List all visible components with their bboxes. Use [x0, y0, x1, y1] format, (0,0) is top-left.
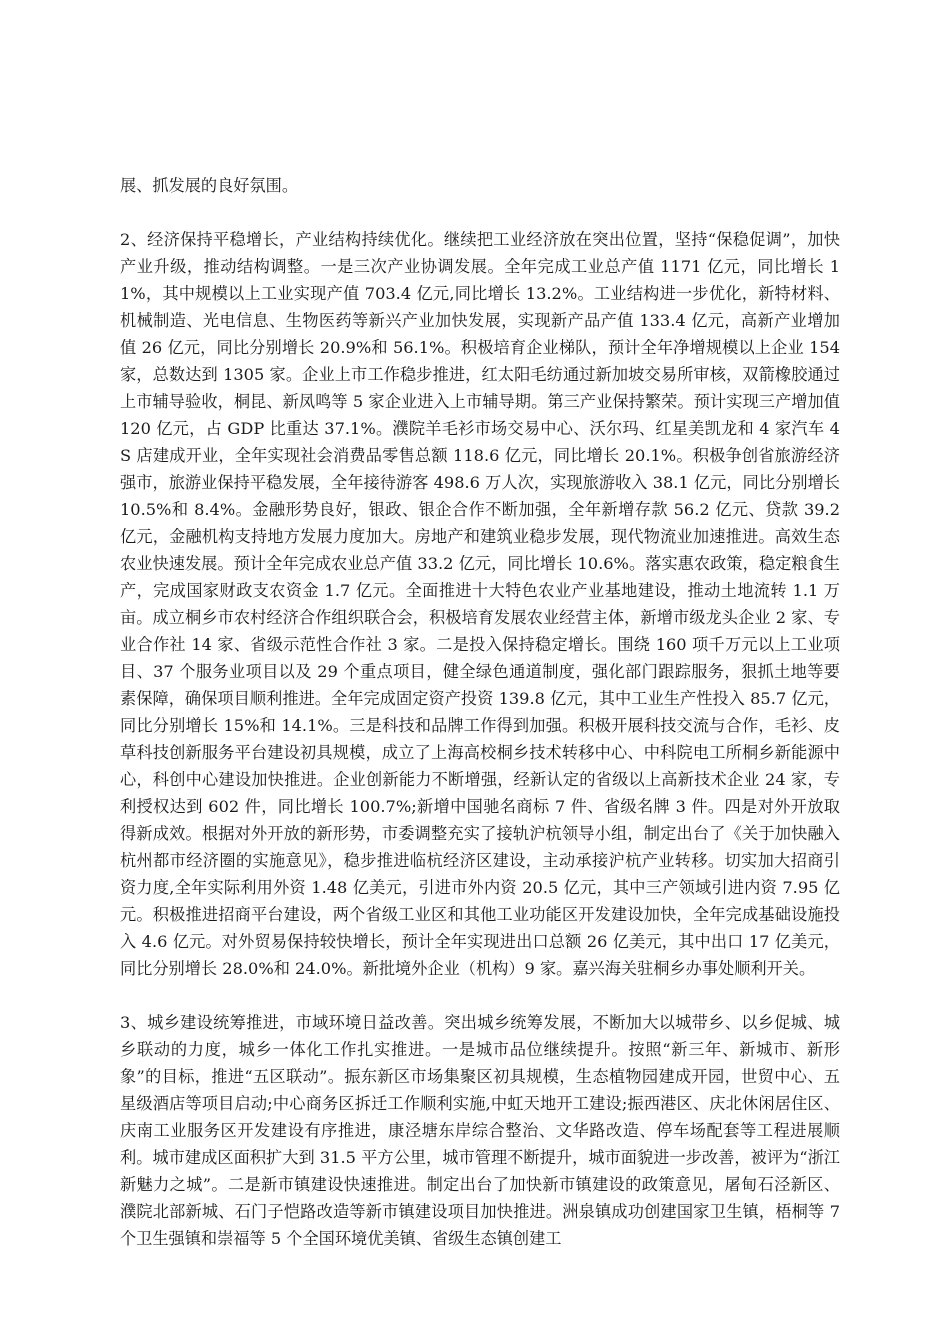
paragraph-economy: 2、经济保持平稳增长，产业结构持续优化。继续把工业经济放在突出位置，坚持“保稳促调”，加快产业升级，推动结构调整。一是三次产业协调发展。全年完成工业总产值 1171 亿元，同比增长 11%，其中规模以上工业实现产值 703.4 亿元,同比增长 13.2%。工业结构进一步优化，新特材料、机械制造、光电信息、生物医药等新兴产业加快发展，实现新产品产值 133.4 亿元，高新产业增加值 26 亿元，同比分别增长 20.9%和 56.1%。积极培育企业梯队，预计全年净增规模以上企业 154 家，总数达到 1305 家。企业上市工作稳步推进，红太阳毛纺通过新加坡交易所审核，双箭橡胶通过上市辅导验收，桐昆、新凤鸣等 5 家企业进入上市辅导期。第三产业保持繁荣。预计实现三产增加值 120 亿元，占 GDP 比重达 37.1%。濮院羊毛衫市场交易中心、沃尔玛、红星美凯龙和 4 家汽车 4S 店建成开业，全年实现社会消费品零售总额 118.6 亿元，同比增长 20.1%。积极争创省旅游经济强市，旅游业保持平稳发展，全年接待游客 498.6 万人次，实现旅游收入 38.1 亿元，同比分别增长 10.5%和 8.4%。金融形势良好，银政、银企合作不断加强，全年新增存款 56.2 亿元、贷款 39.2 亿元，金融机构支持地方发展力度加大。房地产和建筑业稳步发展，现代物流业加速推进。高效生态农业快速发展。预计全年完成农业总产值 33.2 亿元，同比增长 10.6%。落实惠农政策，稳定粮食生产，完成国家财政支农资金 1.7 亿元。全面推进十大特色农业产业基地建设，推动土地流转 1.1 万亩。成立桐乡市农村经济合作组织联合会，积极培育发展农业经营主体，新增市级龙头企业 2 家、专业合作社 14 家、省级示范性合作社 3 家。二是投入保持稳定增长。围绕 160 项千万元以上工业项目、37 个服务业项目以及 29 个重点项目，健全绿色通道制度，强化部门跟踪服务，狠抓土地等要素保障，确保项目顺利推进。全年完成固定资产投资 139.8 亿元，其中工业生产性投入 85.7 亿元，同比分别增长 15%和 14.1%。三是科技和品牌工作得到加强。积极开展科技交流与合作，毛衫、皮草科技创新服务平台建设初具规模，成立了上海高校桐乡技术转移中心、中科院电工所桐乡新能源中心，科创中心建设加快推进。企业创新能力不断增强，经新认定的省级以上高新技术企业 24 家，专利授权达到 602 件，同比增长 100.7%;新增中国驰名商标 7 件、省级名牌 3 件。四是对外开放取得新成效。根据对外开放的新形势，市委调整充实了接轨沪杭领导小组，制定出台了《关于加快融入杭州都市经济圈的实施意见》，稳步推进临杭经济区建设，主动承接沪杭产业转移。切实加大招商引资力度,全年实际利用外资 1.48 亿美元，引进市外内资 20.5 亿元，其中三产领域引进内资 7.95 亿元。积极推进招商平台建设，两个省级工业区和其他工业功能区开发建设加快，全年完成基础设施投入 4.6 亿元。对外贸易保持较快增长，预计全年实现进出口总额 26 亿美元，其中出口 17 亿美元，同比分别增长 28.0%和 24.0%。新批境外企业（机构）9 家。嘉兴海关驻桐乡办事处顺利开关。 — [120, 230, 840, 978]
paragraph-urban-rural: 3、城乡建设统筹推进，市域环境日益改善。突出城乡统筹发展，不断加大以城带乡、以乡促城、城乡联动的力度，城乡一体化工作扎实推进。一是城市品位继续提升。按照“新三年、新城市、新形象”的目标，推进“五区联动”。振东新区市场集聚区初具规模，生态植物园建成开园，世贸中心、五星级酒店等项目启动;中心商务区拆迁工作顺利实施,中虹天地开工建设;振西港区、庆北休闲居住区、庆南工业服务区开发建设有序推进，康泾塘东岸综合整治、文华路改造、停车场配套等工程进展顺利。城市建成区面积扩大到 31.5 平方公里，城市管理不断提升，城市面貌进一步改善，被评为“浙江新魅力之城”。二是新市镇建设快速推进。制定出台了加快新市镇建设的政策意见，屠甸石泾新区、濮院北部新城、石门子恺路改造等新市镇建设项目加快推进。洲泉镇成功创建国家卫生镇，梧桐等 7 个卫生强镇和崇福等 5 个全国环境优美镇、省级生态镇创建工 — [120, 1013, 840, 1248]
document-body — [120, 172, 840, 1252]
paragraph-continuation: 展、抓发展的良好氛围。 — [120, 176, 299, 195]
